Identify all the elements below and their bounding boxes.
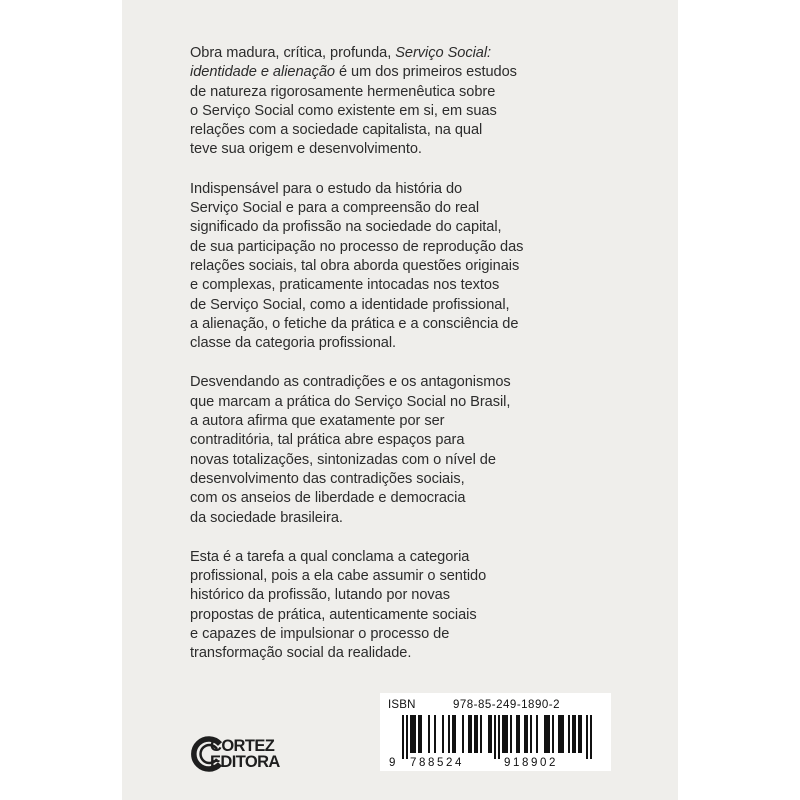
text-line: a autora afirma que exatamente por ser <box>190 413 445 430</box>
text-line: Obra madura, crítica, profunda, Serviço Social: <box>190 45 492 61</box>
text-line: propostas de prática, autenticamente sociais <box>190 606 477 623</box>
text-line: de Serviço Social, como a identidade profissional, <box>190 296 510 313</box>
barcode-bar <box>488 715 490 753</box>
text-line: da sociedade brasileira. <box>190 509 343 526</box>
barcode-bar <box>442 715 444 753</box>
barcode-bar <box>562 715 564 753</box>
barcode-bar <box>504 715 506 753</box>
text-line: teve sua origem e desenvolvimento. <box>190 141 422 158</box>
text-line: com os anseios de liberdade e democracia <box>190 490 466 507</box>
text-line: transformação social da realidade. <box>190 645 412 662</box>
barcode-bar <box>516 715 518 753</box>
barcode-bar <box>544 715 546 753</box>
barcode-bar <box>420 715 422 753</box>
barcode-bar <box>448 715 450 753</box>
barcode-bar <box>490 715 492 753</box>
barcode-bar <box>402 715 404 759</box>
barcode-bar <box>578 715 580 753</box>
barcode-bar <box>586 715 588 759</box>
text-line: Serviço Social e para a compreensão do real <box>190 200 480 217</box>
barcode-bar <box>530 715 532 753</box>
barcode-bar <box>518 715 520 753</box>
paragraph-1 <box>190 44 630 160</box>
barcode-digits-left: 788524 <box>410 757 464 769</box>
text-line: relações sociais, tal obra aborda questões originais <box>190 257 520 274</box>
text-line: e complexas, praticamente intocadas nos textos <box>190 277 500 294</box>
barcode-bar <box>468 715 470 753</box>
barcode-bar <box>546 715 548 753</box>
barcode-image <box>380 693 611 771</box>
barcode-bar <box>480 715 482 753</box>
barcode-bar <box>414 715 416 753</box>
barcode-bar <box>506 715 508 753</box>
barcode-bar <box>498 715 500 759</box>
paragraph-2 <box>190 180 630 354</box>
barcode-bar <box>548 715 550 753</box>
barcode-bar <box>574 715 576 753</box>
isbn-label: ISBN <box>388 699 416 711</box>
text-line: de natureza rigorosamente hermenêutica sobre <box>190 83 496 100</box>
text-line: a alienação, o fetiche da prática e a consciência de <box>190 315 519 332</box>
barcode-digit-first: 9 <box>389 757 398 769</box>
publisher-name-line2: EDITORA <box>210 753 280 771</box>
text-line: e capazes de impulsionar o processo de <box>190 626 450 643</box>
isbn-number: 978-85-249-1890-2 <box>453 699 560 711</box>
text-line: que marcam a prática do Serviço Social no Brasil, <box>190 393 511 410</box>
barcode-bar <box>452 715 454 753</box>
barcode-digits-right: 918902 <box>504 757 558 769</box>
barcode-bar <box>474 715 476 753</box>
barcode-bar <box>428 715 430 753</box>
publisher-logo <box>190 733 285 775</box>
barcode-bar <box>524 715 526 753</box>
barcode-bar <box>412 715 414 753</box>
text-line: contraditória, tal prática abre espaços para <box>190 432 465 449</box>
synopsis-text <box>190 44 630 684</box>
text-line: o Serviço Social como existente em si, em suas <box>190 102 497 119</box>
book-title: Serviço Social: <box>395 45 492 61</box>
paragraph-3 <box>190 373 630 527</box>
barcode-bar <box>418 715 420 753</box>
barcode-bar <box>454 715 456 753</box>
barcode-bar <box>462 715 464 753</box>
barcode-bar <box>502 715 504 753</box>
barcode-bar <box>560 715 562 753</box>
barcode-bar <box>536 715 538 753</box>
barcode-bar <box>510 715 512 753</box>
text-line: classe da categoria profissional. <box>190 335 397 352</box>
barcode-bar <box>434 715 436 753</box>
text-line: profissional, pois a ela cabe assumir o sentido <box>190 568 487 585</box>
publisher-name-line1: CORTEZ <box>210 737 275 755</box>
barcode-bar <box>406 715 408 759</box>
text-line: Indispensável para o estudo da história do <box>190 180 463 197</box>
text-line: Esta é a tarefa a qual conclama a categoria <box>190 548 470 565</box>
barcode-bar <box>476 715 478 753</box>
isbn-barcode <box>380 693 611 771</box>
text-line: de sua participação no processo de reprodução das <box>190 238 524 255</box>
barcode-bar <box>494 715 496 759</box>
text-line: relações com a sociedade capitalista, na qual <box>190 122 483 139</box>
text-line: novas totalizações, sintonizadas com o nível de <box>190 451 496 468</box>
text-line: identidade e alienação é um dos primeiros estudos <box>190 64 517 81</box>
barcode-bar <box>590 715 592 759</box>
text-line: Desvendando as contradições e os antagonismos <box>190 374 511 391</box>
barcode-bar <box>470 715 472 753</box>
barcode-bar <box>580 715 582 753</box>
book-title: identidade e alienação <box>190 64 335 81</box>
paragraph-4 <box>190 548 630 664</box>
barcode-bar <box>572 715 574 753</box>
text-line: desenvolvimento das contradições sociais, <box>190 470 465 487</box>
text-line: histórico da profissão, lutando por novas <box>190 587 450 604</box>
barcode-bar <box>552 715 554 753</box>
barcode-bar <box>410 715 412 753</box>
barcode-bar <box>526 715 528 753</box>
barcode-bar <box>558 715 560 753</box>
text-line: significado da profissão na sociedade do capital, <box>190 219 502 236</box>
barcode-bar <box>568 715 570 753</box>
